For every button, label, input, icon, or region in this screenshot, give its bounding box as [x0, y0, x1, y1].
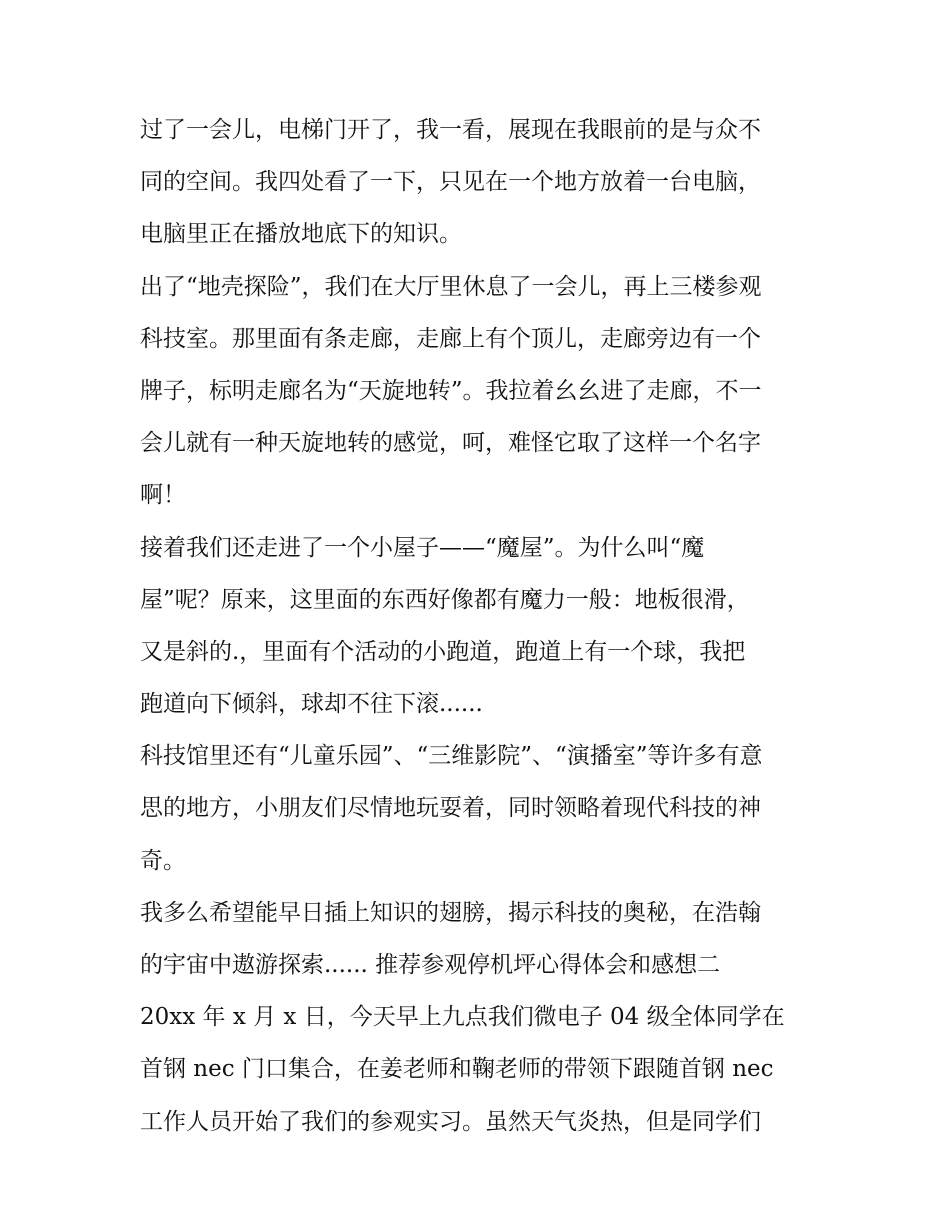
text-line: 过了一会儿，电梯门开了，我一看，展现在我眼前的是与众不: [140, 117, 761, 143]
text-line: 电脑里正在播放地底下的知识。: [140, 221, 462, 248]
text-line: 又是斜的.，里面有个活动的小跑道，跑道上有一个球，我把: [140, 638, 746, 665]
text-line: 的宇宙中遨游探索...... 推荐参观停机坪心得体会和感想二: [140, 952, 721, 978]
text-line: 接着我们还走进了一个小屋子——“魔屋”。为什么叫“魔: [140, 534, 705, 561]
text-line: 奇。: [140, 847, 186, 874]
text-line: 啊！: [140, 482, 186, 509]
text-line: 出了“地壳探险”，我们在大厅里休息了一会儿，再上三楼参观: [140, 273, 762, 300]
text-line: 会儿就有一种天旋地转的感觉，呵，难怪它取了这样一个名字: [140, 430, 761, 457]
text-line: 牌子，标明走廊名为“天旋地转”。我拉着幺幺进了走廊，不一: [140, 377, 762, 404]
text-line: 屋”呢？原来，这里面的东西好像都有魔力一般：地板很滑，: [140, 586, 750, 613]
text-line: 20xx 年 x 月 x 日，今天早上九点我们微电子 04 级全体同学在: [140, 1004, 785, 1031]
text-line: 工作人员开始了我们的参观实习。虽然天气炎热，但是同学们: [140, 1108, 761, 1135]
text-line: 我多么希望能早日插上知识的翅膀，揭示科技的奥秘，在浩翰: [140, 899, 761, 926]
text-line: 同的空间。我四处看了一下，只见在一个地方放着一台电脑，: [140, 169, 761, 196]
document-body: [140, 104, 830, 1148]
text-line: 科技馆里还有“儿童乐园”、“三维影院”、“演播室”等许多有意: [140, 743, 763, 770]
text-line: 跑道向下倾斜，球却不往下滚......: [140, 691, 483, 718]
text-line: 思的地方，小朋友们尽情地玩耍着，同时领略着现代科技的神: [140, 795, 761, 822]
text-line: 科技室。那里面有条走廊，走廊上有个顶儿，走廊旁边有一个: [140, 325, 761, 352]
text-line: 首钢 nec 门口集合，在姜老师和鞠老师的带领下跟随首钢 nec: [140, 1056, 774, 1083]
